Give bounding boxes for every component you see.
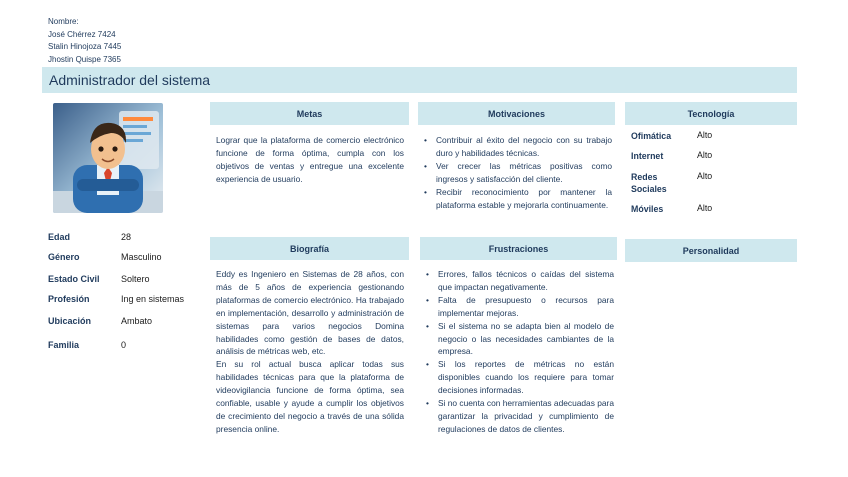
profile-key: Familia xyxy=(48,340,80,350)
section-header-tecnologia xyxy=(625,102,797,125)
profile-value: Ambato xyxy=(121,316,153,326)
list-item: • Falta de presupuesto o recursos para implementar mejoras. xyxy=(424,294,614,320)
authors-label: Nombre: xyxy=(48,17,79,26)
section-header-personalidad xyxy=(625,239,797,262)
section-title: Metas xyxy=(296,108,323,119)
profile-value: Ing en sistemas xyxy=(121,294,185,304)
profile-value: Soltero xyxy=(121,274,150,284)
section-title: Motivaciones xyxy=(487,108,545,119)
tech-value: Alto xyxy=(697,171,713,181)
profile-key: Edad xyxy=(48,232,71,242)
tech-key: Móviles xyxy=(631,204,664,214)
section-header-motivaciones xyxy=(418,102,615,125)
author-name: José Chérrez 7424 xyxy=(48,29,116,39)
metas-paragraph: Lograr que la plataforma de comercio electrónico funcione de forma óptima, cumpla con los objetivos de ventas y entregue una excelente experiencia de usuario. xyxy=(216,135,404,184)
tech-key: Redes Sociales xyxy=(631,172,667,194)
tech-key: Internet xyxy=(631,151,664,161)
section-title: Biografía xyxy=(289,243,329,254)
profile-key: Profesión xyxy=(48,294,90,304)
list-item: • Ver crecer las métricas positivas como ingresos y satisfacción del cliente. xyxy=(422,160,612,186)
tech-key: Ofimática xyxy=(631,131,672,141)
biografia-paragraph: Eddy es Ingeniero en Sistemas de 28 años, con más de 5 años de experiencia gestionando plataformas de comercio electrónico. Ha trabajado en implementación, desarrollo y administración de sistemas para varios negocios Domina habilidades como gestión de bases de datos, análisis de métricas web, etc. xyxy=(216,269,404,357)
user-avatar-icon xyxy=(53,103,163,213)
tech-value: Alto xyxy=(697,203,713,213)
list-item: • Recibir reconocimiento por mantener la plataforma estable y mejorarla continuamente. xyxy=(422,186,612,212)
author-name: Stalin Hinojoza 7445 xyxy=(48,42,122,51)
metas-text xyxy=(216,134,404,186)
section-title: Personalidad xyxy=(682,245,740,256)
biografia-text xyxy=(216,268,404,436)
section-header-frustraciones xyxy=(420,237,617,260)
tech-value: Alto xyxy=(697,130,713,140)
profile-key: Género xyxy=(48,252,80,262)
list-item: • Contribuir al éxito del negocio con su trabajo duro y habilidades técnicas. xyxy=(422,134,612,160)
authors-block xyxy=(48,16,121,66)
profile-value: 28 xyxy=(121,232,132,242)
section-title: Frustraciones xyxy=(488,243,549,254)
frustraciones-list xyxy=(424,268,614,436)
biografia-paragraph: En su rol actual busca aplicar todas sus habilidades técnicas para que la plataforma de videovigilancia funcione de forma óptima, sea confiable, usable y ayude a cumplir los objetivos de crecimiento del negocio a través de una sólida presencia online. xyxy=(216,359,404,434)
profile-key: Ubicación xyxy=(48,316,92,326)
profile-key: Estado Civil xyxy=(48,274,100,284)
section-header-metas xyxy=(210,102,409,125)
title-bar xyxy=(42,67,797,93)
section-header-biografia xyxy=(210,237,409,260)
page-title: Administrador del sistema xyxy=(49,72,211,88)
profile-value: 0 xyxy=(121,340,127,350)
list-item: • Errores, fallos técnicos o caídas del sistema que impactan negativamente. xyxy=(424,268,614,294)
list-item: • Si el sistema no se adapta bien al modelo de negocio o las necesidades cambiantes de la empresa. xyxy=(424,320,614,359)
list-item: • Si los reportes de métricas no están disponibles cuando los requiere para tomar decisiones informadas. xyxy=(424,358,614,397)
list-item: • Si no cuenta con herramientas adecuadas para garantizar la privacidad y cumplimiento de regulaciones de datos de clientes. xyxy=(424,397,614,436)
profile-value: Masculino xyxy=(121,252,162,262)
tech-value: Alto xyxy=(697,150,713,160)
motivaciones-list xyxy=(422,134,612,211)
author-name: Jhostin Quispe 7365 xyxy=(48,54,121,64)
section-title: Tecnología xyxy=(687,108,735,119)
